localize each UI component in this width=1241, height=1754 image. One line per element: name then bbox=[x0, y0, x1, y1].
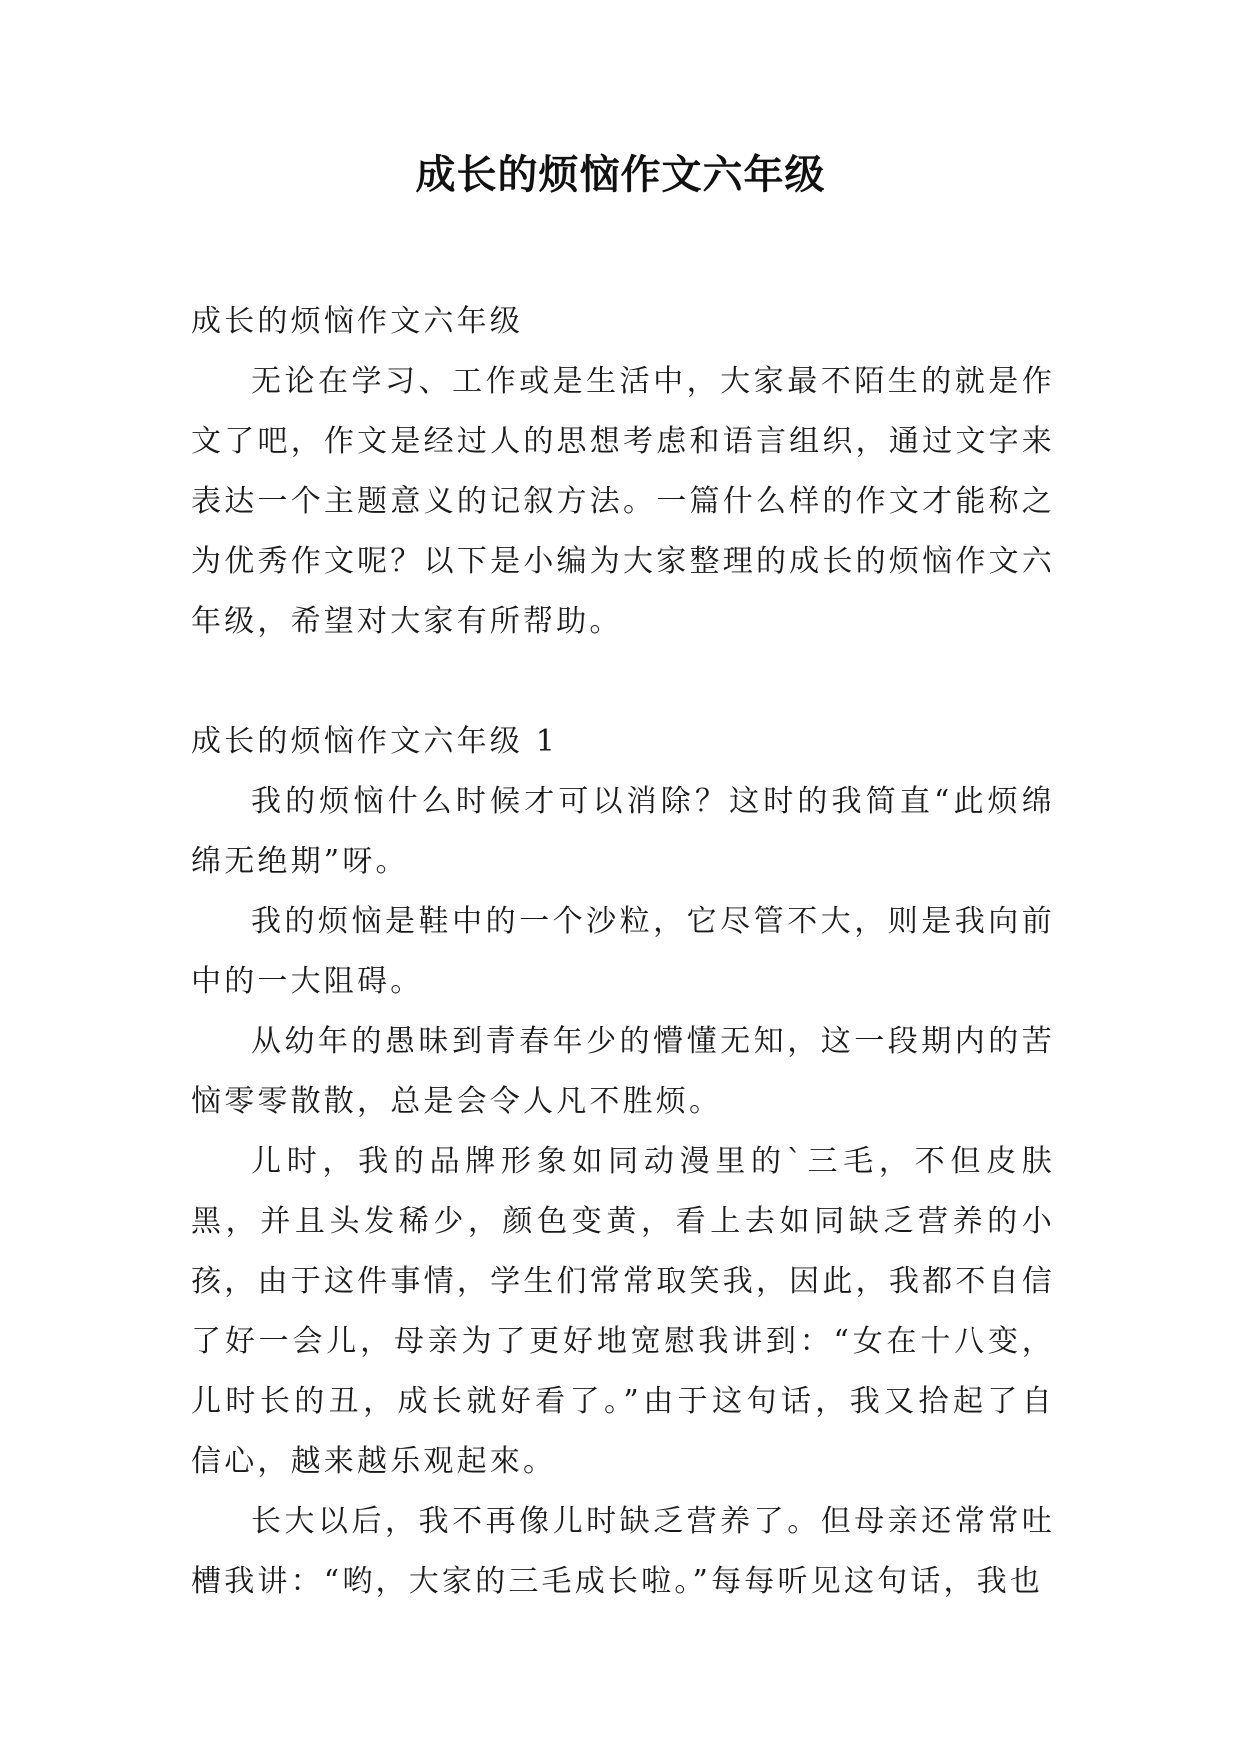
document-body bbox=[191, 292, 1055, 1612]
section-spacer bbox=[191, 652, 1055, 712]
section-paragraph: 我的烦恼什么时候才可以消除？这时的我简直“此烦绵绵无绝期”呀。 bbox=[191, 784, 1055, 879]
section-paragraph: 长大以后，我不再像儿时缺乏营养了。但母亲还常常吐槽我讲：“哟，大家的三毛成长啦。”每每听见这句话，我也 bbox=[191, 1504, 1055, 1599]
intro-heading: 成长的烦恼作文六年级 bbox=[191, 304, 523, 339]
section-paragraph: 儿时，我的品牌形象如同动漫里的`三毛，不但皮肤黑，并且头发稀少，颜色变黄，看上去如同缺乏营养的小孩，由于这件事情，学生们常常取笑我，因此，我都不自信了好一会儿，母亲为了更好地宽慰我讲到：“女在十八变，儿时长的丑，成长就好看了。”由于这句话，我又拾起了自信心，越来越乐观起來。 bbox=[191, 1144, 1055, 1479]
section-paragraph: 从幼年的愚昧到青春年少的懵懂无知，这一段期内的苦恼零零散散，总是会令人凡不胜烦。 bbox=[191, 1024, 1055, 1119]
section-paragraph: 我的烦恼是鞋中的一个沙粒，它尽管不大，则是我向前中的一大阻碍。 bbox=[191, 904, 1055, 999]
intro-paragraph: 无论在学习、工作或是生活中，大家最不陌生的就是作文了吧，作文是经过人的思想考虑和语言组织，通过文字来表达一个主题意义的记叙方法。一篇什么样的作文才能称之为优秀作文呢？以下是小编为大家整理的成长的烦恼作文六年级，希望对大家有所帮助。 bbox=[191, 364, 1055, 639]
document-title: 成长的烦恼作文六年级 bbox=[415, 151, 826, 198]
section-heading: 成长的烦恼作文六年级 1 bbox=[191, 724, 559, 759]
